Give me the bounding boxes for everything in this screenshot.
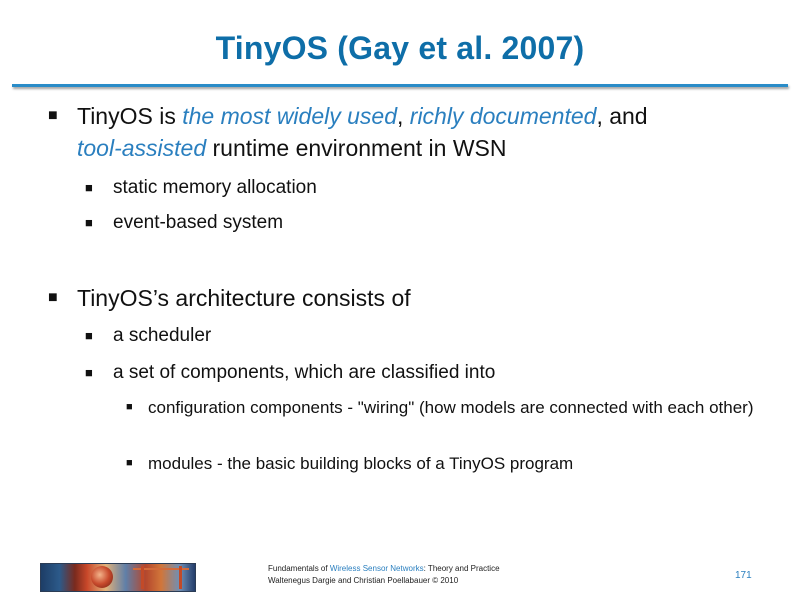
bullet-text-part: ,	[397, 103, 410, 129]
bullet-text-part: , and	[596, 103, 648, 129]
sub-sub-bullet-item	[126, 452, 766, 475]
highlight-text: richly documented	[409, 103, 597, 129]
footer-line-2: Waltenegus Dargie and Christian Poellabauer © 2010	[268, 576, 459, 585]
bullet-text-part: TinyOS is	[77, 103, 183, 129]
square-bullet-icon: ■	[85, 215, 93, 230]
sub-sub-bullet-text: configuration components - "wiring" (how models are connected with each other)	[148, 398, 754, 417]
sub-bullet-item	[85, 324, 765, 348]
square-bullet-icon: ■	[48, 289, 58, 306]
sub-sub-bullet-text: modules - the basic building blocks of a TinyOS program	[148, 454, 574, 473]
highlight-text: the most widely used	[182, 103, 397, 129]
bullet-text-1	[77, 100, 768, 164]
square-bullet-icon: ■	[85, 328, 93, 343]
sub-bullet-text: a set of components, which are classified into	[113, 362, 496, 383]
bullet-text-part: runtime environment in WSN	[206, 135, 507, 161]
square-bullet-icon: ■	[85, 365, 93, 380]
sub-bullet-item	[85, 361, 765, 385]
footer-text-part: Fundamentals of	[268, 564, 330, 573]
footer-highlight: Wireless Sensor Networks	[329, 564, 424, 573]
bullet-item-1	[48, 100, 768, 164]
square-bullet-icon: ■	[85, 180, 93, 195]
sub-bullet-item	[85, 176, 765, 200]
bridge-tower	[179, 566, 182, 589]
bullet-text-2: TinyOS’s architecture consists of	[77, 285, 411, 311]
footer-banner-image	[40, 563, 196, 592]
sub-bullet-text: static memory allocation	[113, 177, 317, 198]
title-divider	[12, 84, 788, 87]
footer-citation	[268, 563, 500, 587]
square-bullet-icon: ■	[126, 401, 133, 413]
footer-text-part: : Theory and Practice	[423, 564, 500, 573]
sub-bullet-text: a scheduler	[113, 325, 212, 346]
sub-bullet-item	[85, 211, 765, 235]
sub-bullet-text: event-based system	[113, 212, 284, 233]
footer-line-1	[268, 563, 500, 575]
eye-image	[91, 566, 113, 588]
square-bullet-icon: ■	[48, 107, 58, 124]
bullet-item-2	[48, 282, 768, 314]
slide-title: TinyOS (Gay et al. 2007)	[215, 30, 585, 66]
highlight-text: tool-assisted	[77, 135, 207, 161]
sub-sub-bullet-item	[126, 396, 766, 419]
square-bullet-icon: ■	[126, 457, 133, 469]
page-number: 171	[735, 570, 752, 581]
bridge-tower	[141, 566, 144, 589]
